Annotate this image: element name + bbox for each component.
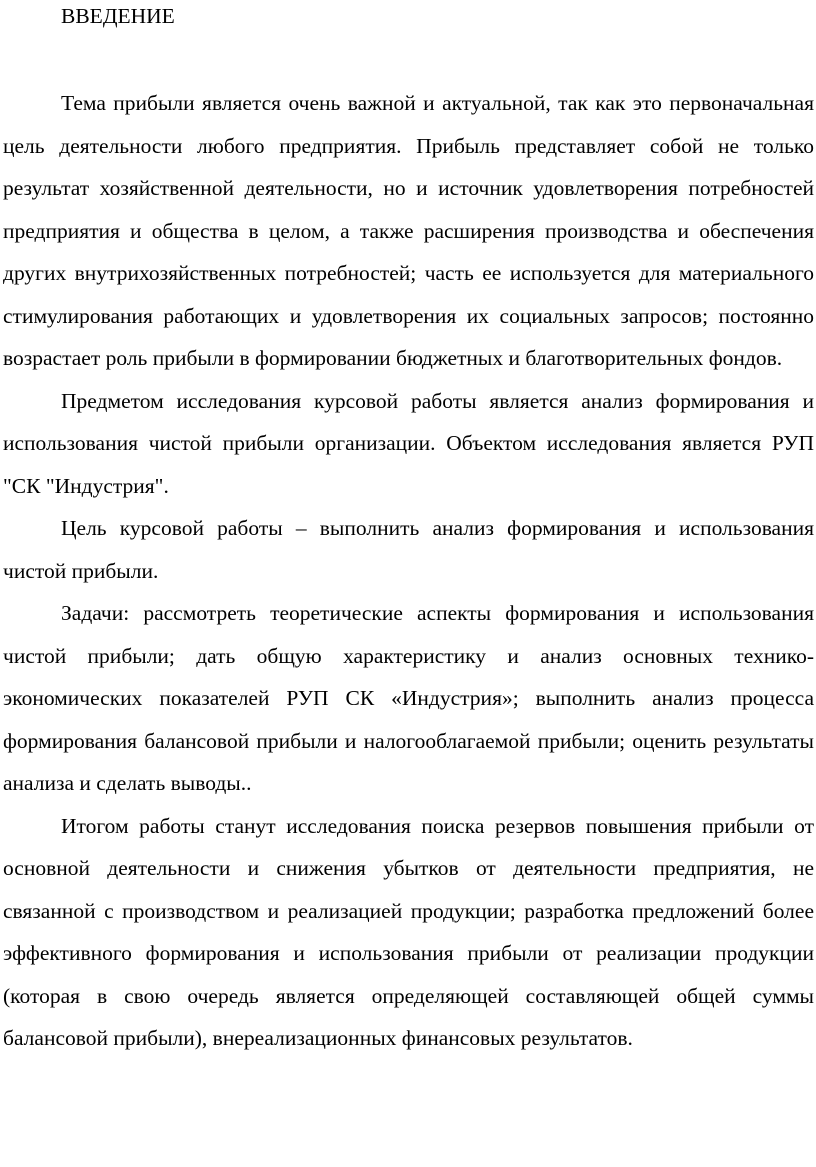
paragraph-subject-object: Предметом исследования курсовой работы является анализ формирования и использования чистой прибыли организации. Объектом исследования является РУП "СК "Индустрия". xyxy=(3,388,814,498)
paragraph-topic-relevance: Тема прибыли является очень важной и актуальной, так как это первоначальная цель деятельности любого предприятия. Прибыль представляет собой не только результат хозяйственной деятельности, но и источник удовлетворения потребностей предприятия и общества в целом, а также расширения производства и обеспечения других внутрихозяйственных потребностей; часть ее используется для материального стимулирования работающих и удовлетворения их социальных запросов; постоянно возрастает роль прибыли в формировании бюджетных и благотворительных фондов. xyxy=(3,91,814,370)
paragraph-outcome: Итогом работы станут исследования поиска резервов повышения прибыли от основной деятельности и снижения убытков от деятельности предприятия, не связанной с производством и реализацией продукции; разработка предложений более эффективного формирования и использования прибыли от реализации продукции (которая в свою очередь является определяющей составляющей общей суммы балансовой прибыли), внереализационных финансовых результатов. xyxy=(3,813,814,1050)
paragraph-tasks: Задачи: рассмотреть теоретические аспекты формирования и использования чистой прибыли; дать общую характеристику и анализ основных технико-экономических показателей РУП СК «Индустрия»; выполнить анализ процесса формирования балансовой прибыли и налогооблагаемой прибыли; оценить результаты анализа и сделать выводы.. xyxy=(3,601,814,795)
paragraph-goal: Цель курсовой работы – выполнить анализ формирования и использования чистой прибыли. xyxy=(3,516,814,583)
document-title: ВВЕДЕНИЕ xyxy=(61,4,175,28)
title-spacer xyxy=(3,32,814,82)
